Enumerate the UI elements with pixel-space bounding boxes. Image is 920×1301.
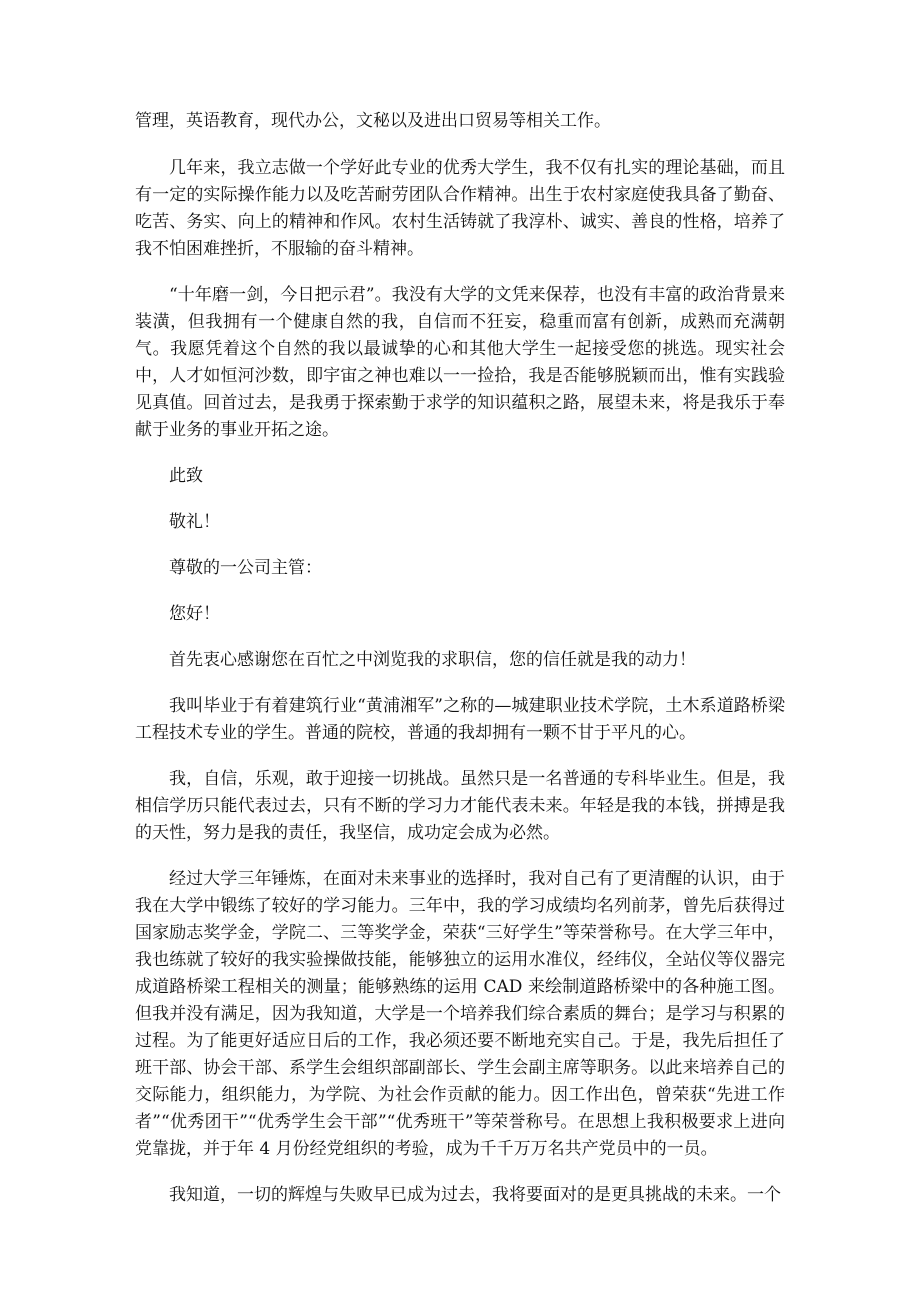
- letter-greeting: 尊敬的一公司主管：: [169, 558, 322, 578]
- paragraph-confidence: 我，自信，乐观，敢于迎接一切挑战。虽然只是一名普通的专科毕业生。但是，我相信学历只能代表过去，只有不断的学习力才能代表未来。年轻是我的本钱，拼搏是我的天性，努力是我的责任，我坚信，成功定会成为必然。: [135, 769, 785, 843]
- paragraph-continued: 管理，英语教育，现代办公，文秘以及进出口贸易等相关工作。: [135, 111, 611, 131]
- closing-regards: 敬礼！: [169, 512, 220, 532]
- paragraph-school: 我叫毕业于有着建筑行业“黄浦湘军”之称的—城建职业技术学院，土木系道路桥梁工程技术专业的学生。普通的院校，普通的我却拥有一颗不甘于平凡的心。: [135, 696, 785, 743]
- paragraph-future: 我知道，一切的辉煌与失败早已成为过去，我将要面对的是更具挑战的未来。一个: [169, 1185, 781, 1205]
- paragraph-thanks: 首先衷心感谢您在百忙之中浏览我的求职信，您的信任就是我的动力！: [169, 650, 696, 670]
- paragraph-motto: “十年磨一剑，今日把示君”。我没有大学的文凭来保荐，也没有丰富的政治背景来装潢，但我拥有一个健康自然的我，自信而不狂妄，稳重而富有创新，成熟而充满朝气。我愿凭着这个自然的我以最诚挚的心和其他大学生一起接受您的挑选。现实社会中，人才如恒河沙数，即宇宙之神也难以一一捡拾，我是否能够脱颖而出，惟有实践验见真值。回首过去，是我勇于探索勤于求学的知识蕴积之路，展望未来，将是我乐于奉献于业务的事业开拓之途。: [135, 285, 785, 440]
- paragraph-achievements: 经过大学三年锤炼，在面对未来事业的选择时，我对自己有了更清醒的认识，由于我在大学中锻练了较好的学习能力。三年中，我的学习成绩均名列前茅，曾先后获得过国家励志奖学金，学院二、三等奖学金，荣获“三好学生”等荣誉称号。在大学三年中，我也练就了较好的我实验操做技能，能够独立的运用水准仪，经纬仪，全站仪等仪器完成道路桥梁工程相关的测量；能够熟练的运用 CAD 来绘制道路桥梁中的各种施工图。但我并没有满足，因为我知道，大学是一个培养我们综合素质的舞台；是学习与积累的过程。为了能更好适应日后的工作，我必须还要不断地充实自己。于是，我先后担任了班干部、协会干部、系学生会组织部副部长、学生会副主席等职务。以此来培养自己的交际能力，组织能力，为学院、为社会作贡献的能力。因工作出色，曾荣获“先进工作者”“优秀团干”“优秀学生会干部”“优秀班干”等荣誉称号。在思想上我积极要求上进向党靠拢，并于年 4 月份经党组织的考验，成为千千万万名共产党员中的一员。: [135, 869, 785, 1159]
- greeting-hello: 您好！: [169, 604, 220, 624]
- letter-body: [135, 108, 785, 1228]
- closing-salutation: 此致: [169, 466, 203, 486]
- paragraph-self-intro: 几年来，我立志做一个学好此专业的优秀大学生，我不仅有扎实的理论基础，而且有一定的实际操作能力以及吃苦耐劳团队合作精神。出生于农村家庭使我具备了勤奋、吃苦、务实、向上的精神和作风。农村生活铸就了我淳朴、诚实、善良的性格，培养了我不怕困难挫折，不服输的奋斗精神。: [135, 158, 785, 259]
